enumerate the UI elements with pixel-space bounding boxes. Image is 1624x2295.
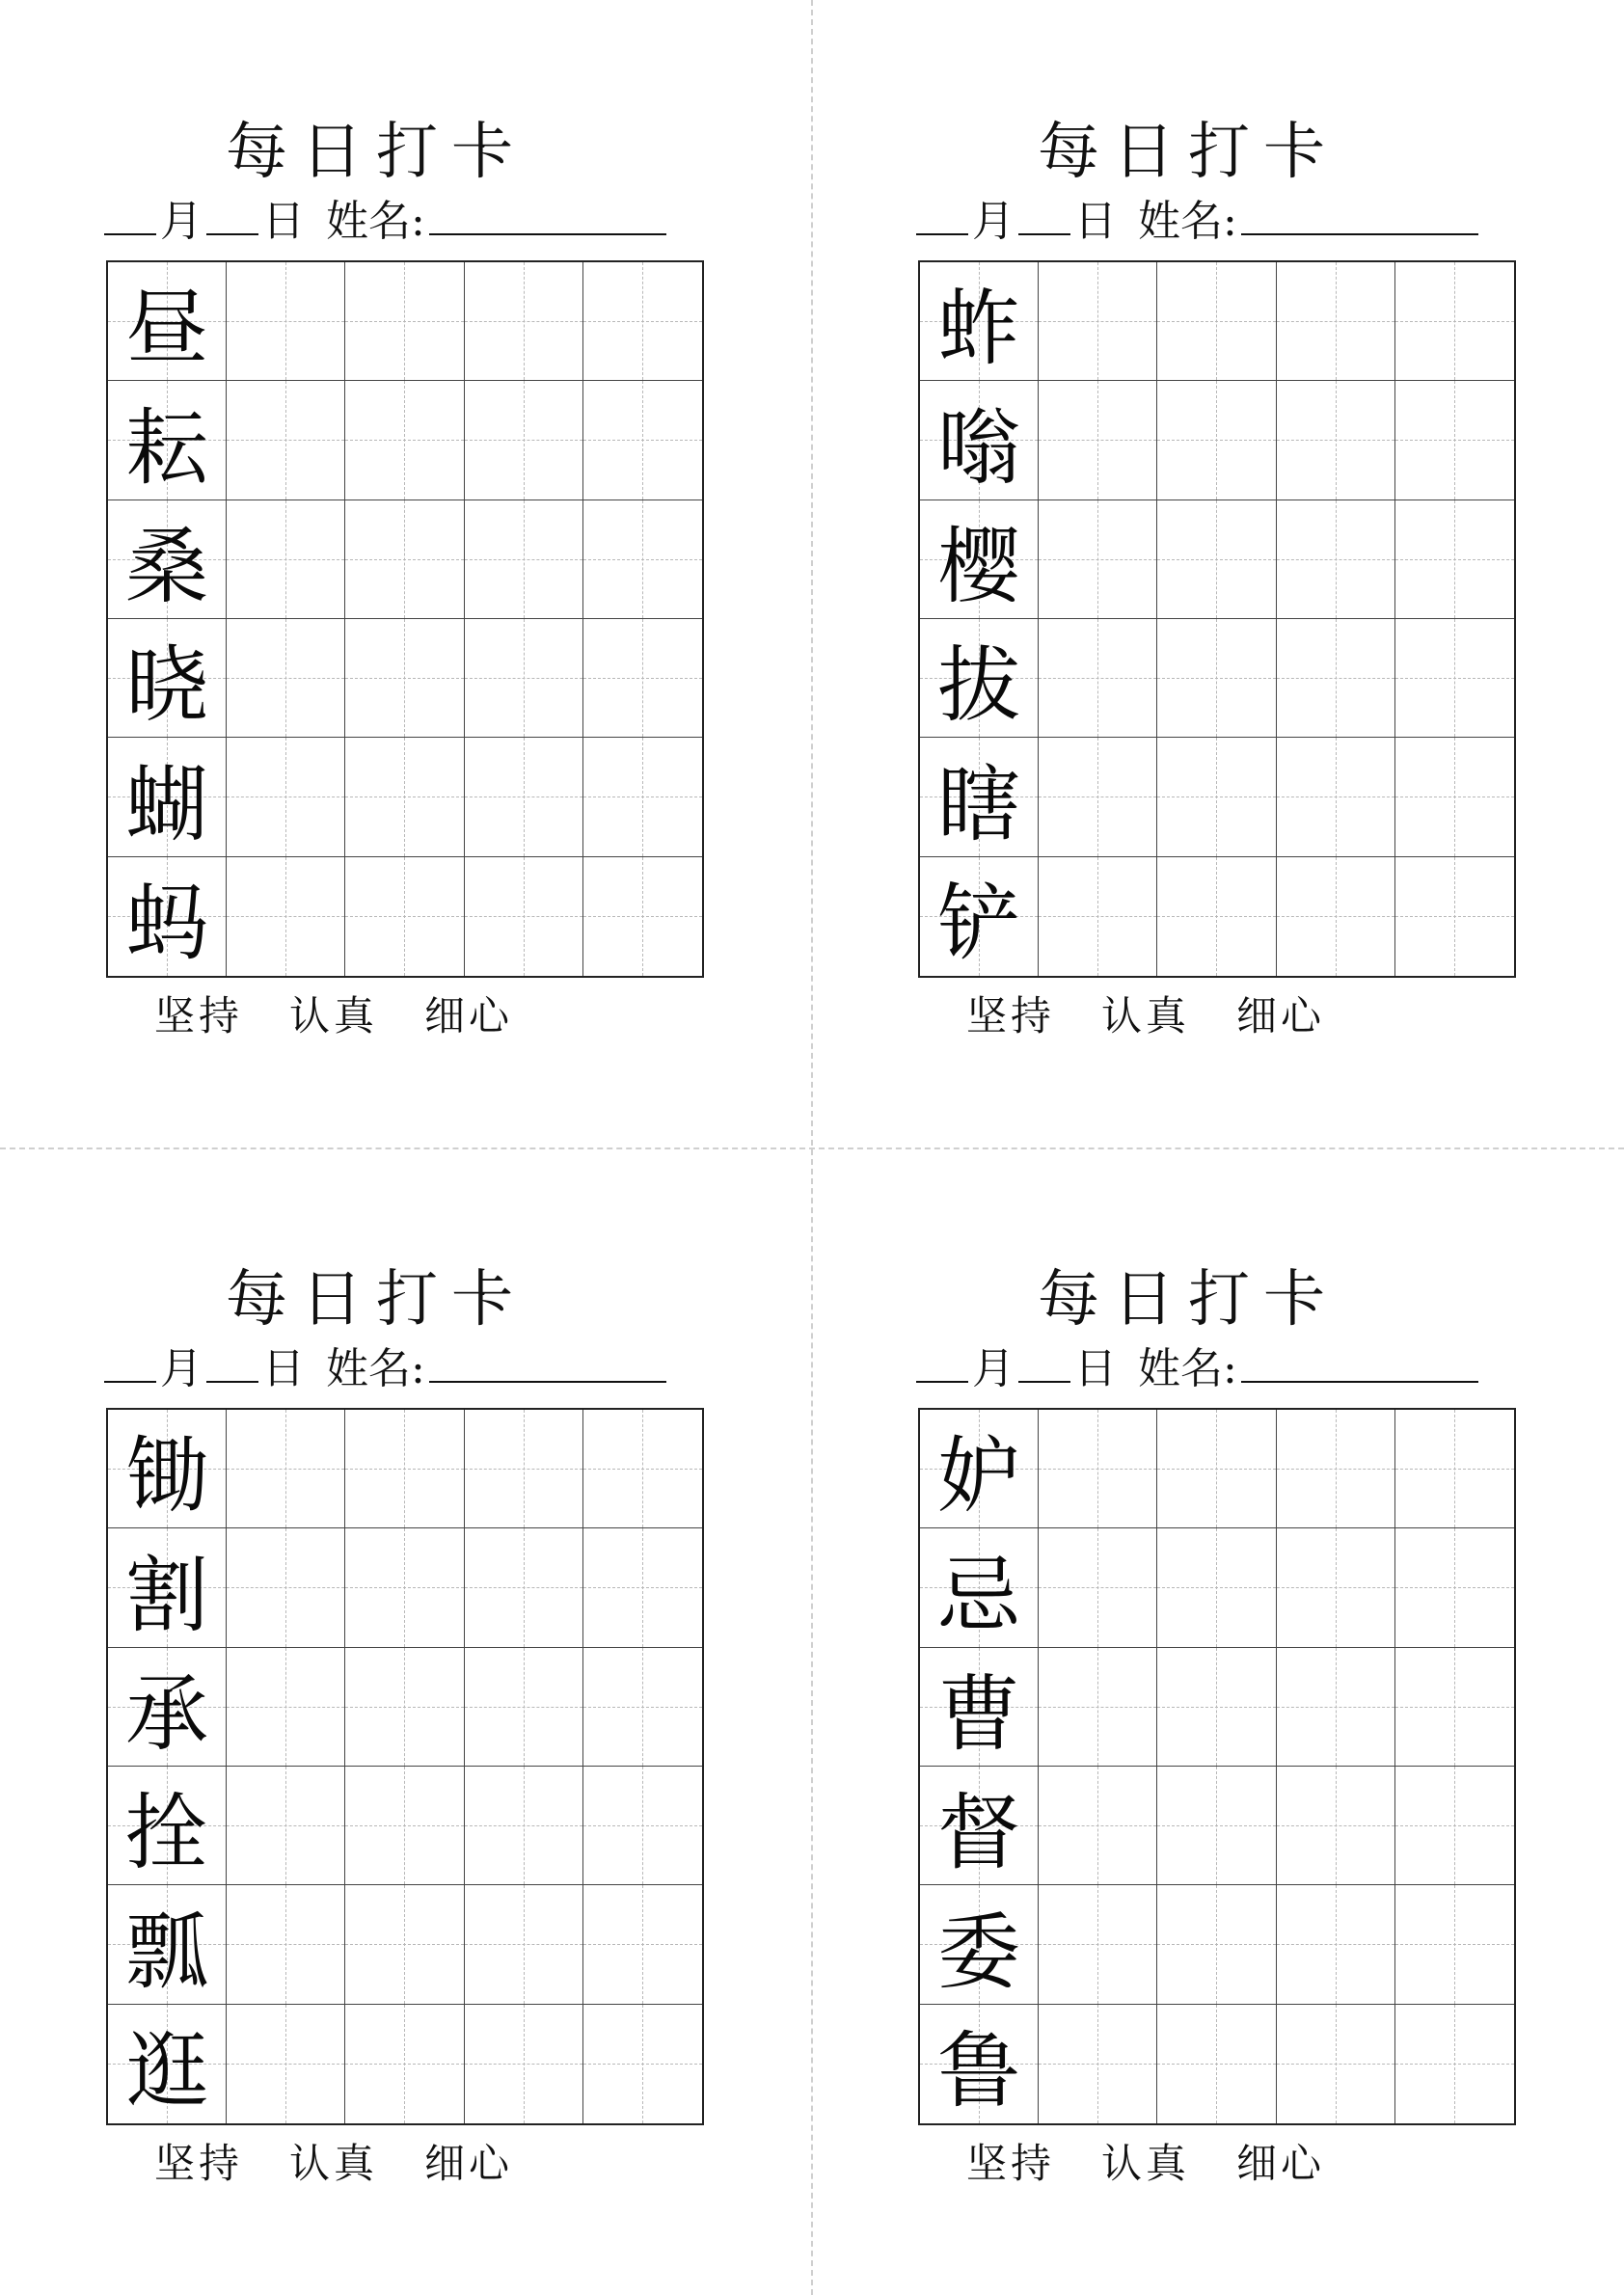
- grid-cell[interactable]: [583, 1410, 702, 1528]
- grid-cell[interactable]: [1395, 738, 1514, 856]
- grid-cell[interactable]: [465, 1648, 583, 1767]
- grid-cell[interactable]: [465, 1410, 583, 1528]
- grid-cell[interactable]: [345, 500, 464, 619]
- month-blank[interactable]: [104, 1340, 156, 1383]
- model-character: 委: [937, 1904, 1021, 2001]
- grid-cell[interactable]: [1039, 1885, 1157, 2004]
- model-character: 锄: [125, 1428, 209, 1526]
- motto: [154, 2135, 694, 2193]
- grid-cell[interactable]: [920, 1528, 1039, 1647]
- model-character: 拴: [125, 1785, 209, 1882]
- grid-cell[interactable]: [583, 738, 702, 856]
- grid-cell[interactable]: [465, 738, 583, 856]
- date-name-line: [916, 193, 1495, 249]
- grid-cell[interactable]: [583, 619, 702, 738]
- grid-cell[interactable]: [1277, 500, 1395, 619]
- grid-cell[interactable]: [1157, 1528, 1276, 1647]
- grid-cell[interactable]: [920, 2005, 1039, 2123]
- grid-cell[interactable]: [1395, 381, 1514, 500]
- grid-cell[interactable]: [1395, 1767, 1514, 1885]
- grid-cell[interactable]: [108, 1767, 227, 1885]
- grid-cell[interactable]: [227, 1885, 345, 2004]
- grid-cell[interactable]: [108, 1648, 227, 1767]
- grid-cell[interactable]: [108, 1885, 227, 2004]
- grid-cell[interactable]: [1395, 2005, 1514, 2123]
- day-blank[interactable]: [206, 1340, 258, 1383]
- grid-cell[interactable]: [227, 500, 345, 619]
- motto-persist: 坚持: [966, 992, 1056, 1040]
- month-blank[interactable]: [916, 193, 968, 235]
- grid-cell[interactable]: [227, 1648, 345, 1767]
- writing-grid: [918, 1408, 1516, 2125]
- grid-cell[interactable]: [583, 500, 702, 619]
- motto-serious: 认真: [1101, 2140, 1191, 2187]
- grid-cell[interactable]: [1277, 1648, 1395, 1767]
- grid-cell[interactable]: [583, 857, 702, 976]
- grid-cell[interactable]: [345, 619, 464, 738]
- motto: [966, 987, 1506, 1045]
- name-label: 姓名:: [326, 197, 425, 246]
- writing-grid: [918, 260, 1516, 978]
- grid-cell[interactable]: [920, 381, 1039, 500]
- grid-cell[interactable]: [1277, 1410, 1395, 1528]
- card-title: 每日打卡: [226, 117, 527, 188]
- grid-cell[interactable]: [108, 381, 227, 500]
- grid-cell[interactable]: [583, 1528, 702, 1647]
- grid-cell[interactable]: [583, 262, 702, 381]
- grid-cell[interactable]: [920, 1410, 1039, 1528]
- model-character: 耘: [125, 399, 209, 497]
- grid-cell[interactable]: [1157, 738, 1276, 856]
- model-character: 晓: [125, 637, 209, 735]
- name-blank[interactable]: [1241, 1340, 1478, 1383]
- motto: [154, 987, 694, 1045]
- grid-cell[interactable]: [920, 738, 1039, 856]
- name-blank[interactable]: [1241, 193, 1478, 235]
- grid-cell[interactable]: [583, 2005, 702, 2123]
- grid-cell[interactable]: [227, 1767, 345, 1885]
- month-label: 月: [972, 1344, 1015, 1393]
- model-character: 嗡: [937, 399, 1021, 497]
- grid-cell[interactable]: [227, 1528, 345, 1647]
- grid-cell[interactable]: [465, 381, 583, 500]
- grid-cell[interactable]: [1395, 857, 1514, 976]
- grid-cell[interactable]: [345, 738, 464, 856]
- grid-cell[interactable]: [108, 857, 227, 976]
- grid-cell[interactable]: [1039, 381, 1157, 500]
- grid-cell[interactable]: [108, 262, 227, 381]
- model-character: 昼: [125, 281, 209, 378]
- date-name-line: [916, 1340, 1495, 1396]
- checkin-card-3: [77, 1148, 675, 2187]
- name-blank[interactable]: [429, 1340, 666, 1383]
- day-label: 日: [262, 1344, 305, 1393]
- model-character: 蚂: [125, 876, 209, 973]
- model-character: 樱: [937, 518, 1021, 615]
- grid-cell[interactable]: [1039, 500, 1157, 619]
- month-label: 月: [160, 197, 203, 246]
- grid-cell[interactable]: [345, 1410, 464, 1528]
- day-label: 日: [262, 197, 305, 246]
- card-title: 每日打卡: [1038, 1264, 1339, 1336]
- grid-cell[interactable]: [1157, 619, 1276, 738]
- grid-cell[interactable]: [583, 1648, 702, 1767]
- card-title: 每日打卡: [1038, 117, 1339, 188]
- grid-cell[interactable]: [1277, 2005, 1395, 2123]
- grid-cell[interactable]: [1039, 1410, 1157, 1528]
- motto-careful: 细心: [1236, 992, 1326, 1040]
- motto: [966, 2135, 1506, 2193]
- grid-cell[interactable]: [227, 262, 345, 381]
- model-character: 逛: [125, 2023, 209, 2120]
- grid-cell[interactable]: [1277, 1767, 1395, 1885]
- grid-cell[interactable]: [1157, 1410, 1276, 1528]
- grid-cell[interactable]: [345, 1885, 464, 2004]
- grid-cell[interactable]: [1039, 619, 1157, 738]
- grid-cell[interactable]: [465, 500, 583, 619]
- grid-cell[interactable]: [1039, 262, 1157, 381]
- grid-cell[interactable]: [920, 857, 1039, 976]
- model-character: 桑: [125, 518, 209, 615]
- checkin-card-2: [889, 0, 1487, 1040]
- grid-cell[interactable]: [345, 1767, 464, 1885]
- grid-cell[interactable]: [108, 500, 227, 619]
- grid-cell[interactable]: [345, 857, 464, 976]
- model-character: 督: [937, 1785, 1021, 1882]
- grid-cell[interactable]: [1395, 1885, 1514, 2004]
- grid-cell[interactable]: [1157, 1767, 1276, 1885]
- model-character: 曹: [937, 1665, 1021, 1763]
- grid-cell[interactable]: [1157, 857, 1276, 976]
- model-character: 割: [125, 1547, 209, 1644]
- model-character: 瓢: [125, 1904, 209, 2001]
- grid-cell[interactable]: [1395, 262, 1514, 381]
- grid-cell[interactable]: [1395, 1410, 1514, 1528]
- month-blank[interactable]: [916, 1340, 968, 1383]
- motto-persist: 坚持: [154, 992, 244, 1040]
- date-name-line: [104, 193, 683, 249]
- motto-careful: 细心: [424, 2140, 514, 2187]
- name-blank[interactable]: [429, 193, 666, 235]
- month-label: 月: [160, 1344, 203, 1393]
- grid-cell[interactable]: [465, 857, 583, 976]
- date-name-line: [104, 1340, 683, 1396]
- grid-cell[interactable]: [465, 2005, 583, 2123]
- grid-cell[interactable]: [920, 1648, 1039, 1767]
- grid-cell[interactable]: [465, 1528, 583, 1647]
- grid-cell[interactable]: [1157, 262, 1276, 381]
- card-title: 每日打卡: [226, 1264, 527, 1336]
- grid-cell[interactable]: [465, 1885, 583, 2004]
- grid-cell[interactable]: [920, 262, 1039, 381]
- grid-cell[interactable]: [345, 381, 464, 500]
- grid-cell[interactable]: [227, 857, 345, 976]
- grid-cell[interactable]: [108, 2005, 227, 2123]
- grid-cell[interactable]: [465, 1767, 583, 1885]
- grid-cell[interactable]: [465, 262, 583, 381]
- grid-cell[interactable]: [465, 619, 583, 738]
- grid-cell[interactable]: [227, 381, 345, 500]
- name-label: 姓名:: [326, 1344, 425, 1393]
- grid-cell[interactable]: [1157, 1885, 1276, 2004]
- grid-cell[interactable]: [227, 619, 345, 738]
- checkin-card-1: [77, 0, 675, 1040]
- grid-cell[interactable]: [1039, 1528, 1157, 1647]
- month-label: 月: [972, 197, 1015, 246]
- grid-cell[interactable]: [1277, 381, 1395, 500]
- writing-grid: [106, 260, 704, 978]
- grid-cell[interactable]: [920, 500, 1039, 619]
- name-label: 姓名:: [1138, 1344, 1237, 1393]
- grid-cell[interactable]: [920, 1767, 1039, 1885]
- model-character: 妒: [937, 1428, 1021, 1526]
- grid-cell[interactable]: [1395, 500, 1514, 619]
- grid-cell[interactable]: [1039, 1767, 1157, 1885]
- grid-cell[interactable]: [227, 738, 345, 856]
- grid-cell[interactable]: [108, 738, 227, 856]
- grid-cell[interactable]: [345, 1528, 464, 1647]
- grid-cell[interactable]: [1157, 500, 1276, 619]
- grid-cell[interactable]: [1277, 738, 1395, 856]
- grid-cell[interactable]: [583, 381, 702, 500]
- model-character: 拔: [937, 637, 1021, 735]
- grid-cell[interactable]: [1277, 857, 1395, 976]
- model-character: 蚱: [937, 281, 1021, 378]
- motto-persist: 坚持: [154, 2140, 244, 2187]
- grid-cell[interactable]: [1039, 738, 1157, 856]
- grid-cell[interactable]: [345, 1648, 464, 1767]
- grid-cell[interactable]: [1277, 1528, 1395, 1647]
- grid-cell[interactable]: [1039, 857, 1157, 976]
- checkin-card-4: [889, 1148, 1487, 2187]
- day-label: 日: [1074, 197, 1117, 246]
- motto-careful: 细心: [424, 992, 514, 1040]
- grid-cell[interactable]: [1039, 2005, 1157, 2123]
- grid-cell[interactable]: [108, 1410, 227, 1528]
- model-character: 忌: [937, 1547, 1021, 1644]
- grid-cell[interactable]: [1277, 619, 1395, 738]
- month-blank[interactable]: [104, 193, 156, 235]
- grid-cell[interactable]: [1277, 262, 1395, 381]
- grid-cell[interactable]: [1039, 1648, 1157, 1767]
- writing-grid: [106, 1408, 704, 2125]
- day-blank[interactable]: [1018, 193, 1070, 235]
- grid-cell[interactable]: [583, 1885, 702, 2004]
- motto-serious: 认真: [1101, 992, 1191, 1040]
- day-blank[interactable]: [206, 193, 258, 235]
- grid-cell[interactable]: [1395, 619, 1514, 738]
- model-character: 鲁: [937, 2023, 1021, 2120]
- model-character: 承: [125, 1665, 209, 1763]
- grid-cell[interactable]: [227, 2005, 345, 2123]
- day-label: 日: [1074, 1344, 1117, 1393]
- day-blank[interactable]: [1018, 1340, 1070, 1383]
- motto-careful: 细心: [1236, 2140, 1326, 2187]
- grid-cell[interactable]: [920, 619, 1039, 738]
- grid-cell[interactable]: [1277, 1885, 1395, 2004]
- grid-cell[interactable]: [920, 1885, 1039, 2004]
- motto-serious: 认真: [289, 992, 379, 1040]
- model-character: 瞎: [937, 756, 1021, 853]
- motto-serious: 认真: [289, 2140, 379, 2187]
- motto-persist: 坚持: [966, 2140, 1056, 2187]
- grid-cell[interactable]: [1395, 1648, 1514, 1767]
- grid-cell[interactable]: [345, 2005, 464, 2123]
- grid-cell[interactable]: [108, 1528, 227, 1647]
- grid-cell[interactable]: [1157, 381, 1276, 500]
- grid-cell[interactable]: [1395, 1528, 1514, 1647]
- grid-cell[interactable]: [345, 262, 464, 381]
- name-label: 姓名:: [1138, 197, 1237, 246]
- grid-cell[interactable]: [1157, 1648, 1276, 1767]
- grid-cell[interactable]: [583, 1767, 702, 1885]
- grid-cell[interactable]: [108, 619, 227, 738]
- model-character: 铲: [937, 876, 1021, 973]
- grid-cell[interactable]: [1157, 2005, 1276, 2123]
- model-character: 蝴: [125, 756, 209, 853]
- grid-cell[interactable]: [227, 1410, 345, 1528]
